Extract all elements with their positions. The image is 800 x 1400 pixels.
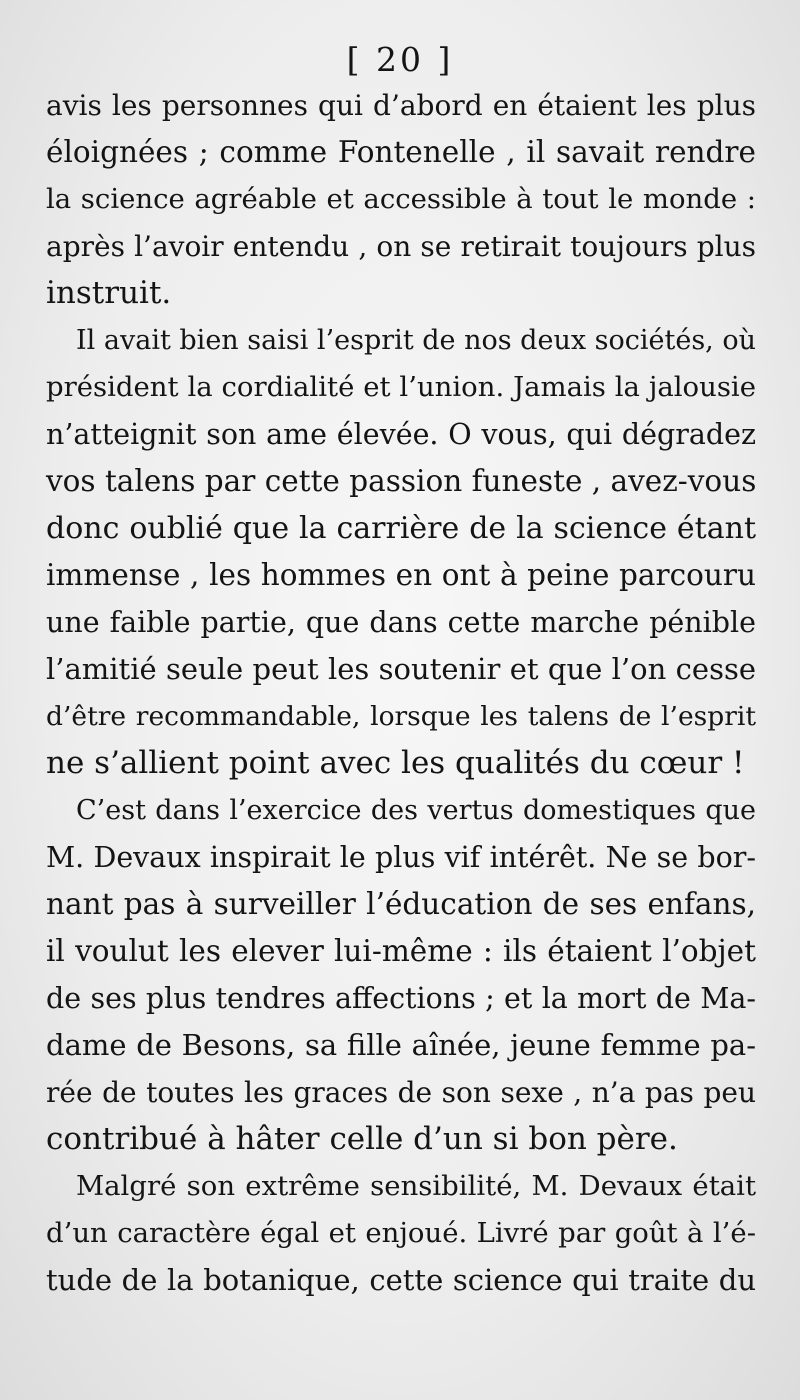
text-line: président la cordialité et l’union. Jamais la jalousie: [46, 371, 756, 403]
page-number: [ 20 ]: [346, 40, 454, 79]
text-line: éloignées ; comme Fontenelle , il savait rendre: [46, 135, 756, 169]
text-line: immense , les hommes en ont à peine parcouru: [46, 558, 756, 592]
text-line: une faible partie, que dans cette marche pénible: [46, 606, 756, 639]
text-line: la science agréable et accessible à tout le monde :: [46, 183, 756, 215]
text-line: tude de la botanique, cette science qui traite du: [46, 1263, 756, 1297]
text-line: instruit.: [46, 275, 172, 311]
text-line: contribué à hâter celle d’un si bon père.: [46, 1121, 678, 1157]
text-line: l’amitié seule peut les soutenir et que l’on cesse: [46, 652, 756, 686]
text-line: rée de toutes les graces de son sexe , n’a pas peu: [46, 1076, 756, 1109]
text-line: ne s’allient point avec les qualités du cœur !: [46, 745, 745, 781]
text-line: vos talens par cette passion funeste , avez-vous: [46, 464, 757, 498]
text-line: d’un caractère égal et enjoué. Livré par goût à l’é-: [46, 1217, 756, 1249]
text-line: n’atteignit son ame élevée. O vous, qui dégradez: [46, 418, 756, 451]
text-line: d’être recommandable, lorsque les talens de l’esprit: [46, 701, 756, 732]
text-line: avis les personnes qui d’abord en étaient les plus: [46, 89, 756, 122]
text-line: Malgré son extrême sensibilité, M. Devaux était: [76, 1170, 756, 1202]
text-line: dame de Besons, sa fille aînée, jeune femme pa-: [46, 1028, 756, 1062]
text-line: donc oublié que la carrière de la science étant: [46, 511, 756, 546]
text-line: après l’avoir entendu , on se retirait toujours plus: [46, 230, 756, 263]
text-line: M. Devaux inspirait le plus vif intérêt. Ne se bor-: [46, 841, 756, 874]
body-text: [46, 82, 756, 1304]
text-line: nant pas à surveiller l’éducation de ses enfans,: [46, 887, 756, 921]
text-line: de ses plus tendres affections ; et la mort de Ma-: [46, 982, 756, 1015]
text-line: Il avait bien saisi l’esprit de nos deux sociétés, où: [76, 325, 756, 356]
text-line: C’est dans l’exercice des vertus domestiques que: [76, 795, 756, 826]
text-line: il voulut les elever lui-même : ils étaient l’objet: [46, 934, 756, 968]
